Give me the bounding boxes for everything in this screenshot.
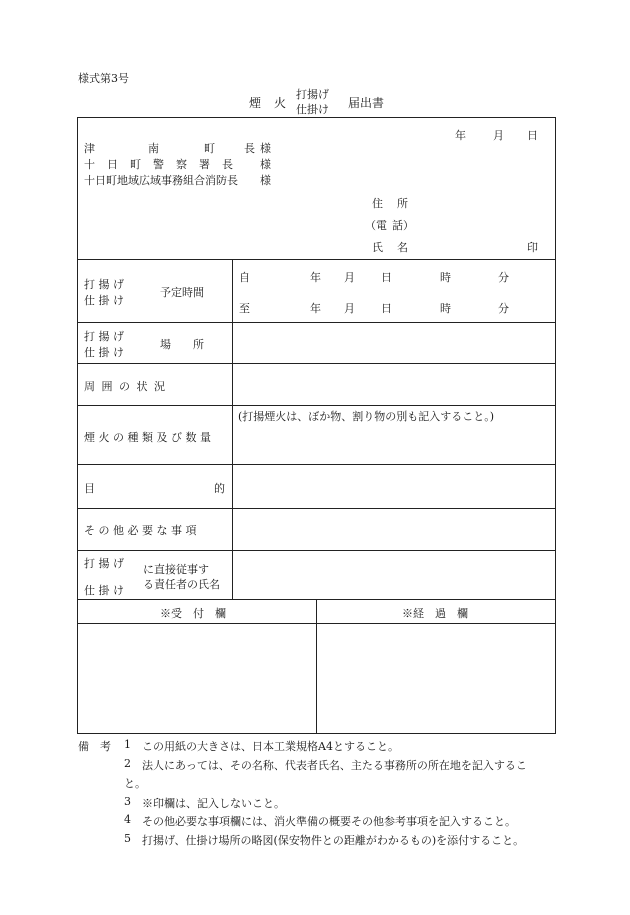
title-option-uchiage: 打揚げ	[296, 88, 329, 101]
from-prefix: 自	[239, 271, 250, 284]
table-border-left	[77, 117, 78, 734]
recipient-honorific: 様	[260, 142, 271, 155]
address-label-2: 所	[397, 197, 408, 210]
recipient-char: 長	[244, 142, 255, 155]
purpose-label-right: 的	[214, 482, 225, 495]
to-minute: 分	[498, 302, 509, 315]
schedule-label-shikake: 仕 掛 け	[84, 294, 124, 307]
recipient-char: 署	[199, 158, 210, 171]
place-label-basho: 場 所	[160, 338, 204, 351]
place-label-shikake: 仕 掛 け	[84, 346, 124, 359]
purpose-label-left: 目	[84, 482, 95, 495]
title-suffix: 届出書	[348, 96, 385, 110]
date-year: 年	[455, 129, 466, 142]
table-border-right	[555, 117, 556, 734]
from-month: 月	[344, 271, 355, 284]
row-divider	[77, 259, 556, 260]
recipient-char: 南	[148, 142, 159, 155]
row-divider	[77, 322, 556, 323]
recipient-char: 日	[107, 158, 118, 171]
reception-progress-divider	[316, 599, 317, 734]
fireworks-note: (打揚煙火は、ぼか物、割り物の別も記入すること。)	[238, 410, 495, 423]
note-text-continued: と。	[124, 777, 146, 790]
row-divider	[77, 464, 556, 465]
note-number: 4	[124, 813, 131, 826]
recipient-char: 警	[153, 158, 164, 171]
to-prefix: 至	[239, 302, 250, 315]
to-hour: 時	[440, 302, 451, 315]
date-month: 月	[493, 129, 504, 142]
place-label-uchiage: 打 揚 げ	[84, 330, 124, 343]
row-divider	[77, 550, 556, 551]
title-option-shikake: 仕掛け	[296, 103, 329, 116]
recipient-char: 長	[222, 158, 233, 171]
recipient-char: 十	[84, 158, 95, 171]
progress-label: ※経 過 欄	[402, 607, 468, 620]
form-number: 様式第3号	[78, 72, 129, 85]
note-number: 1	[124, 738, 131, 751]
responsible-label-uchiage: 打 揚 げ	[84, 557, 124, 570]
fireworks-label: 煙 火 の 種 類 及 び 数 量	[84, 431, 211, 444]
to-month: 月	[344, 302, 355, 315]
column-divider	[232, 259, 233, 600]
note-text: 法人にあっては、その名称、代表者氏名、主たる事務所の所在地を記入するこ	[142, 759, 527, 772]
recipient-char: 津	[84, 142, 95, 155]
note-number: 3	[124, 795, 131, 808]
other-items-label: そ の 他 必 要 な 事 項	[84, 524, 197, 537]
note-text: その他必要な事項欄には、消火準備の概要その他参考事項を記入すること。	[142, 815, 516, 828]
recipient-name: 十日町地域広域事務組合消防長	[84, 174, 238, 187]
row-divider	[77, 508, 556, 509]
surroundings-label: 周 囲 の 状 況	[84, 380, 167, 393]
name-label-1: 氏	[372, 241, 383, 254]
schedule-label-time: 予定時間	[160, 286, 204, 299]
notes-heading: 備 考	[78, 740, 111, 753]
row-divider	[77, 405, 556, 406]
phone-label-2: 話）	[392, 219, 414, 232]
to-year: 年	[310, 302, 321, 315]
reception-label: ※受 付 欄	[160, 607, 226, 620]
recipient-honorific: 様	[260, 158, 271, 171]
responsible-label-line-1: に直接従事す	[143, 563, 209, 576]
recipient-char: 察	[176, 158, 187, 171]
note-text: 打揚げ、仕掛け場所の略図(保安物件との距離がわかるもの)を添付すること。	[142, 834, 525, 847]
date-day: 日	[527, 129, 538, 142]
note-text: ※印欄は、記入しないこと。	[142, 797, 285, 810]
from-day: 日	[381, 271, 392, 284]
note-number: 2	[124, 757, 131, 770]
recipient-char: 町	[130, 158, 141, 171]
address-label-1: 住	[372, 197, 383, 210]
responsible-label-shikake: 仕 掛 け	[84, 584, 124, 597]
row-divider	[77, 363, 556, 364]
recipient-honorific: 様	[260, 174, 271, 187]
to-day: 日	[381, 302, 392, 315]
phone-label-1: （電	[365, 219, 387, 232]
title-part-1: 煙	[249, 96, 262, 110]
from-minute: 分	[498, 271, 509, 284]
from-year: 年	[310, 271, 321, 284]
note-number: 5	[124, 832, 131, 845]
schedule-label-uchiage: 打 揚 げ	[84, 278, 124, 291]
from-hour: 時	[440, 271, 451, 284]
name-label-2: 名	[397, 241, 408, 254]
seal-mark: 印	[527, 241, 538, 254]
note-text: この用紙の大きさは、日本工業規格A4とすること。	[142, 740, 399, 753]
responsible-label-line-2: る責任者の氏名	[143, 578, 220, 591]
recipient-char: 町	[204, 142, 215, 155]
table-border-top	[77, 117, 556, 118]
title-part-2: 火	[274, 96, 287, 110]
